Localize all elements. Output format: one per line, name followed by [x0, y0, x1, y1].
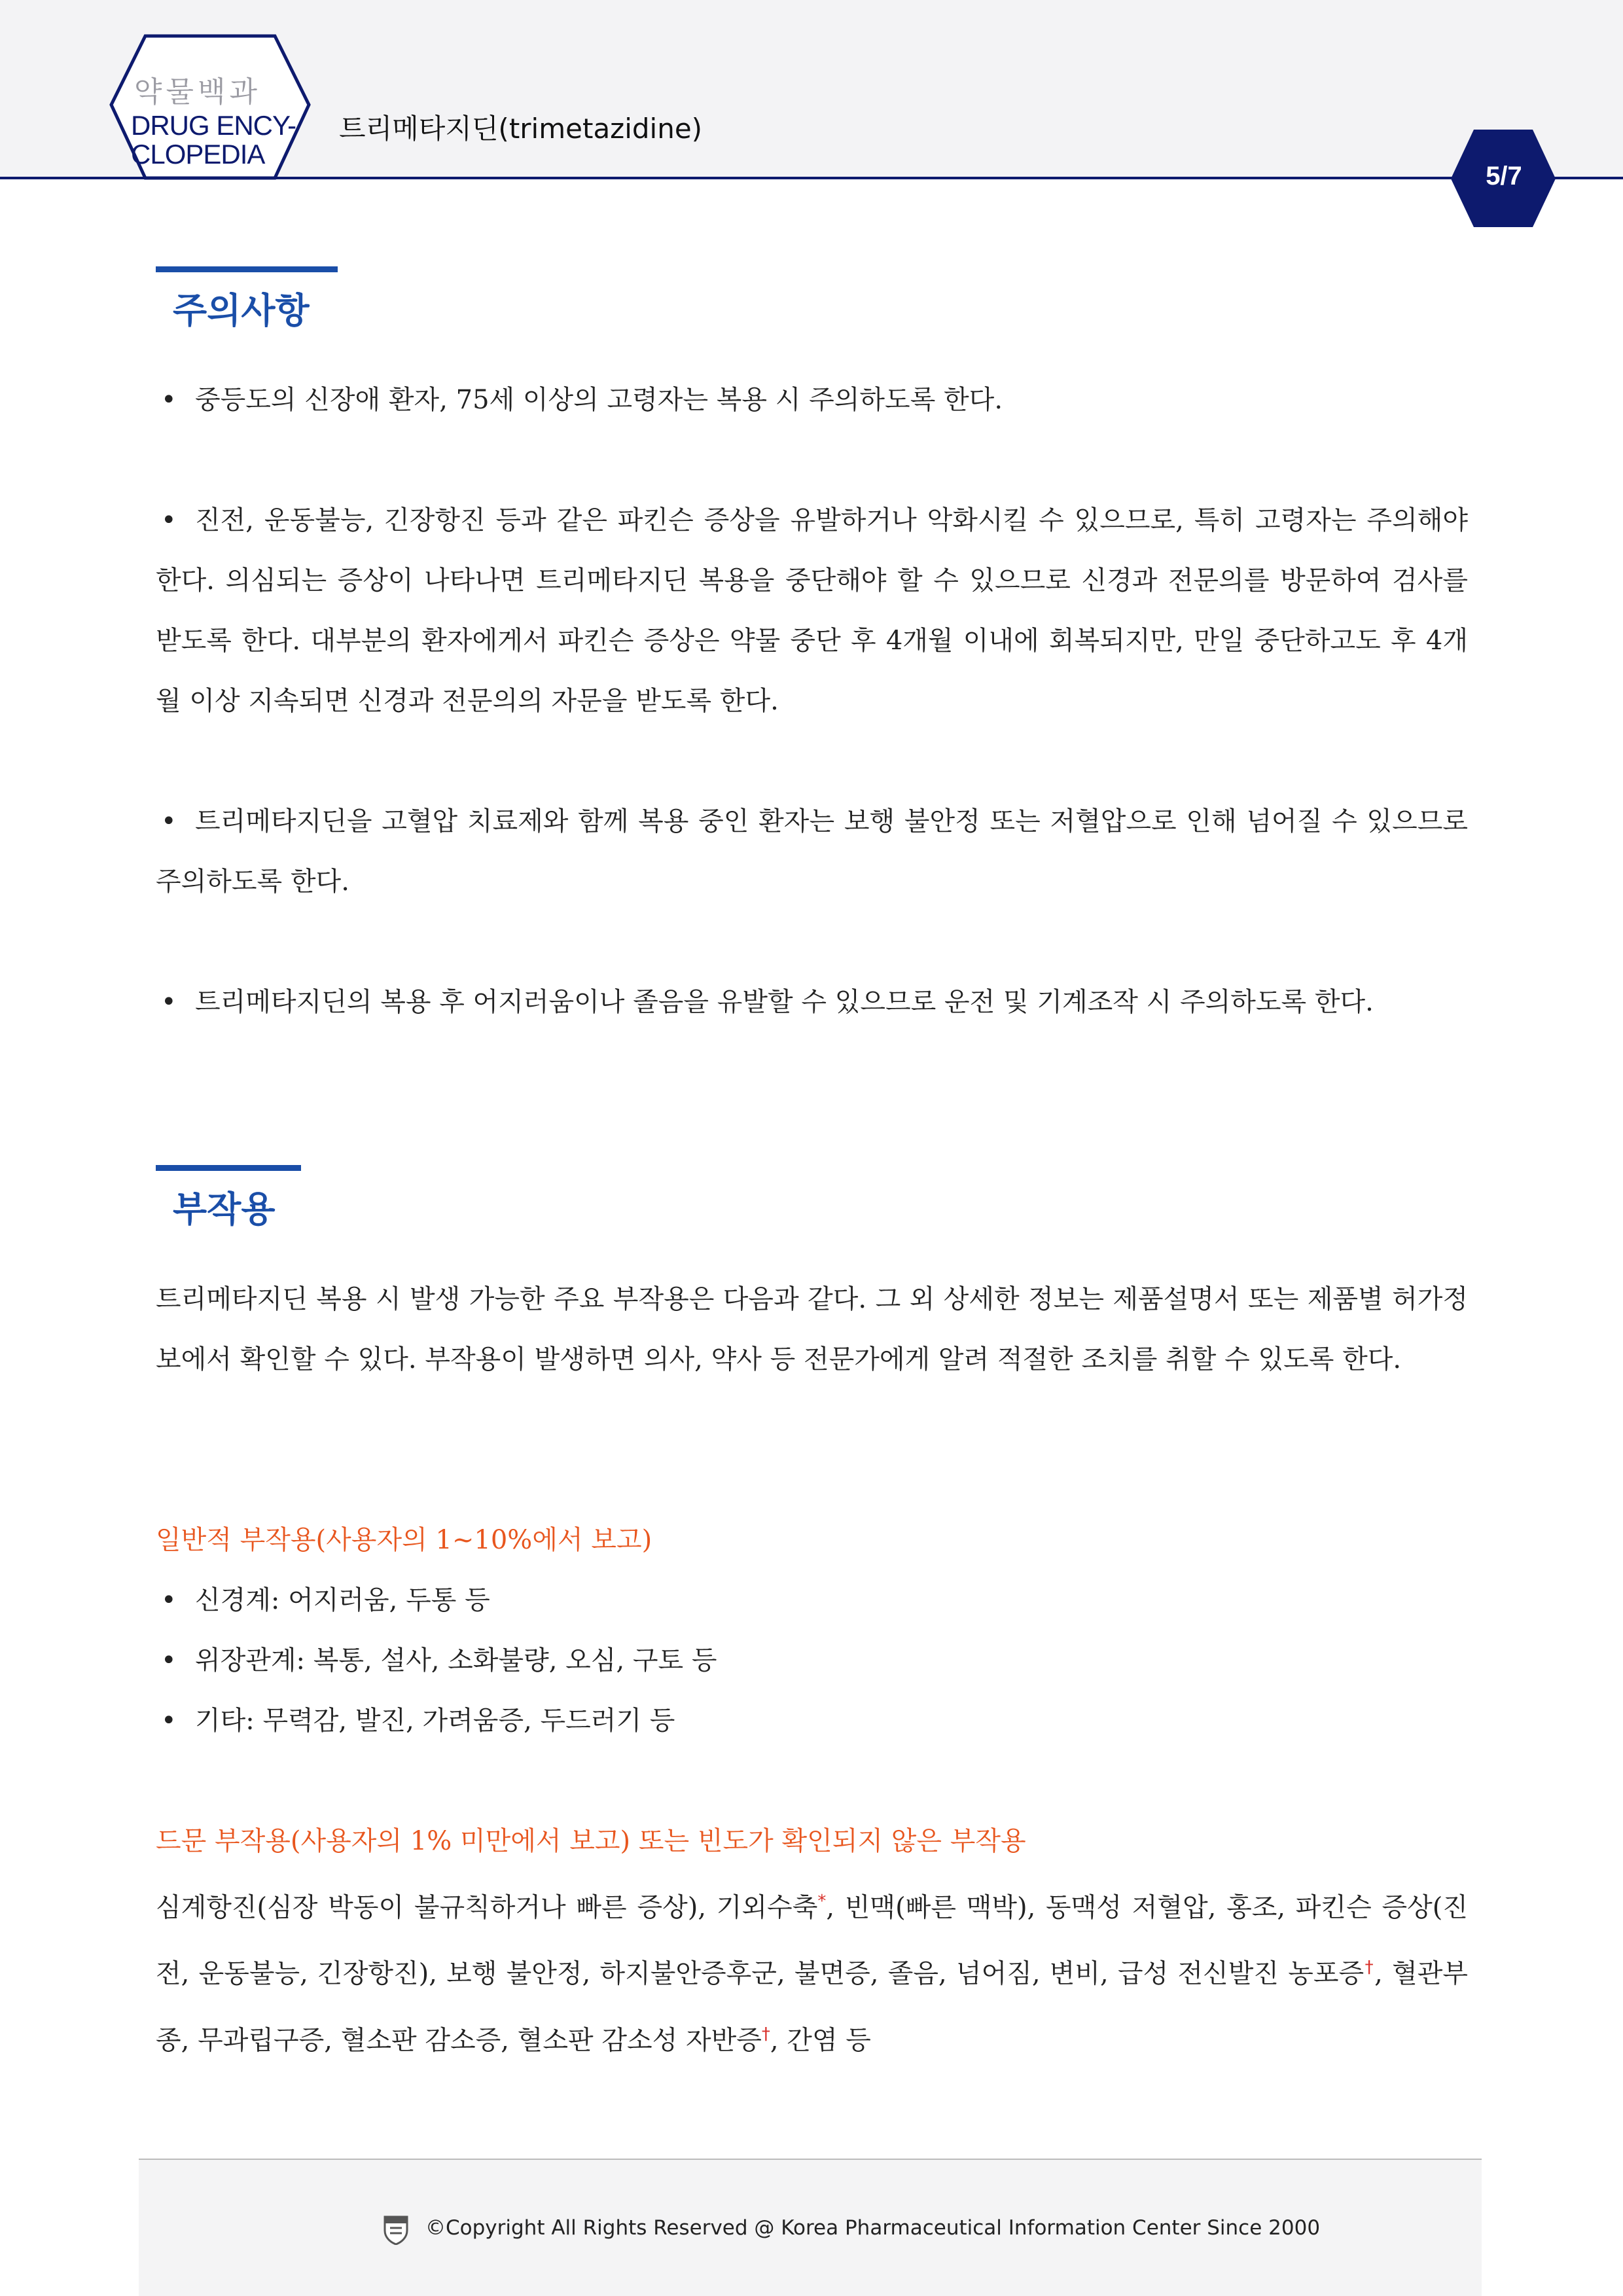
dagger-mark: † [1364, 1958, 1375, 1978]
common-side-effect-item: • 신경계: 어지러움, 두통 등 [156, 1570, 1468, 1630]
common-side-effect-item: • 위장관계: 복통, 설사, 소화불량, 오심, 구토 등 [156, 1630, 1468, 1691]
page-number: 5/7 [1486, 162, 1522, 190]
logo-korean: 약물백과 [134, 76, 262, 108]
copyright-text: ©Copyright All Rights Reserved @ Korea Pharmaceutical Information Center Since 2000 [425, 2216, 1321, 2240]
bullet-icon: • [161, 1585, 177, 1615]
rare-side-effects-title: 드문 부작용(사용자의 1% 미만에서 보고) 또는 빈도가 확인되지 않은 부작용 [156, 1826, 1026, 1856]
common-side-effect-item: • 기타: 무력감, 발진, 가려움증, 두드러기 등 [156, 1691, 1468, 1751]
side-effects-heading: 부작용 [173, 1189, 276, 1230]
precaution-item: • 트리메타지딘을 고혈압 치료제와 함께 복용 중인 환자는 보행 불안정 또는 저혈압으로 인해 넘어질 수 있으므로 주의하도록 한다. [156, 791, 1468, 912]
common-side-effects-title: 일반적 부작용(사용자의 1~10%에서 보고) [156, 1525, 652, 1555]
bullet-icon: • [161, 385, 177, 415]
precaution-item: • 중등도의 신장애 환자, 75세 이상의 고령자는 복용 시 주의하도록 한다. [156, 370, 1468, 430]
bullet-icon: • [161, 1706, 177, 1736]
precaution-item: • 트리메타지딘의 복용 후 어지러움이나 졸음을 유발할 수 있으므로 운전 및 기계조작 시 주의하도록 한다. [156, 972, 1468, 1032]
document-title: 트리메타지딘(trimetazidine) [339, 113, 703, 145]
bullet-icon: • [161, 505, 177, 535]
logo-english-line-1: DRUG ENCY- [131, 110, 296, 141]
bullet-icon: • [161, 806, 177, 836]
bullet-icon: • [161, 987, 177, 1017]
kpic-shield-icon [383, 2215, 409, 2245]
dagger-mark: † [761, 2024, 770, 2044]
side-effects-heading-bar [156, 1165, 301, 1171]
precaution-item: • 진전, 운동불능, 긴장항진 등과 같은 파킨슨 증상을 유발하거나 악화시킬 수 있으므로, 특히 고령자는 주의해야 한다. 의심되는 증상이 나타나면 트리메타지딘 복용을 중단해야 할 수 있으므로 신경과 전문의를 방문하여 검사를 받도록 한다. 대부분의 환자에게서 파킨슨 증상은 약물 중단 후 4개월 이내에 회복되지만, 만일 중단하고도 후 4개월 이상 지속되면 신경과 전문의의 자문을 받도록 한다. [156, 490, 1468, 731]
side-effects-intro: 트리메타지딘 복용 시 발생 가능한 주요 부작용은 다음과 같다. 그 외 상세한 정보는 제품설명서 또는 제품별 허가정보에서 확인할 수 있다. 부작용이 발생하면 의사, 약사 등 전문가에게 알려 적절한 조치를 취할 수 있도록 한다. [156, 1284, 1468, 1374]
precautions-heading: 주의사항 [173, 290, 310, 331]
precautions-heading-bar [156, 266, 338, 272]
bullet-icon: • [161, 1645, 177, 1676]
logo-english-line-2: CLOPEDIA [131, 139, 265, 170]
rare-side-effects-text: 심계항진(심장 박동이 불규칙하거나 빠른 증상), 기외수축*, 빈맥(빠른 맥박), 동맥성 저혈압, 홍조, 파킨슨 증상(진전, 운동불능, 긴장항진), 보행 불안정, 하지불안증후군, 불면증, 졸음, 넘어짐, 변비, 급성 전신발진 농포증†, 혈관부종, 무과립구증, 혈소판 감소증, 혈소판 감소성 자반증†, 간염 등 [156, 1892, 1469, 2055]
asterisk-mark: * [817, 1892, 827, 1911]
